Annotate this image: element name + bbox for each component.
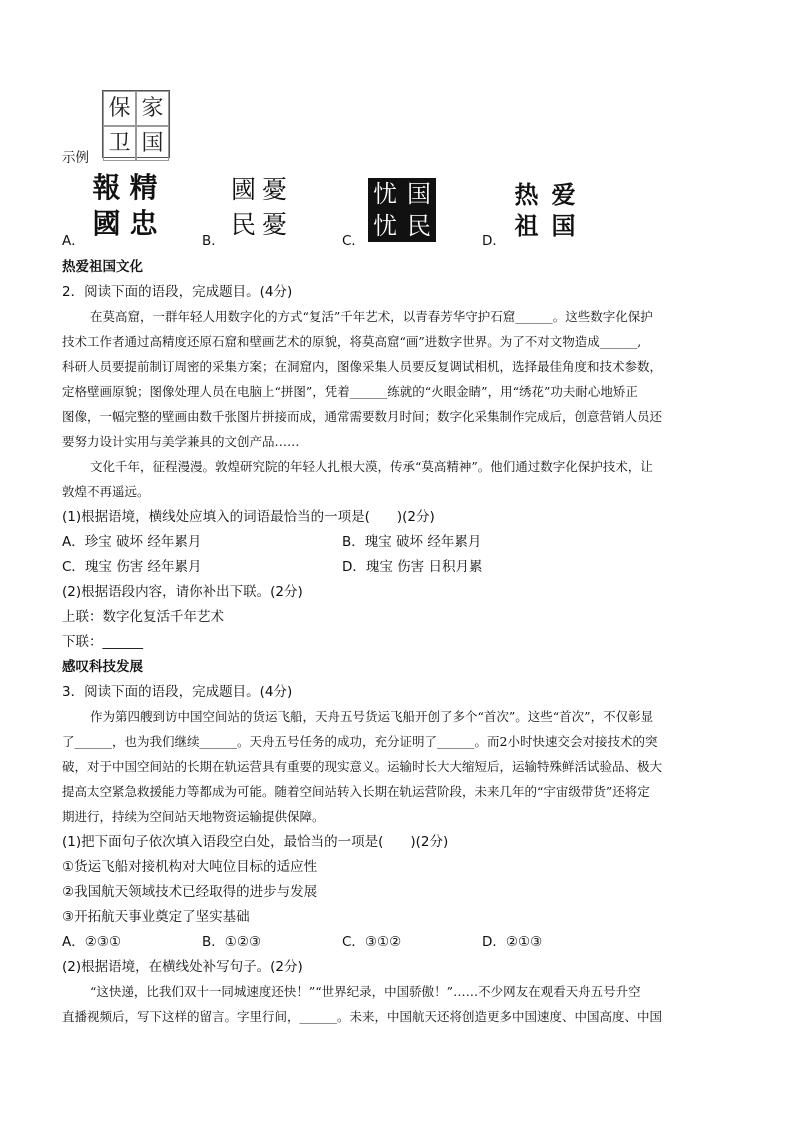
seal-char: 民 (407, 212, 431, 240)
question-title: 3．阅读下面的语段，完成题目。(4分) (62, 684, 293, 700)
sub-question: (1)把下面句子依次填入语段空白处，最恰当的一项是( )(2分) (62, 834, 449, 850)
lower-couplet[interactable]: 下联：______ (62, 634, 143, 650)
seal-image-d (508, 180, 582, 242)
answer-option-a[interactable]: A．珍宝 破坏 经年累月 (62, 534, 202, 550)
seal-char: 热 (514, 181, 539, 209)
seal-char: 国 (136, 126, 169, 161)
answer-option-b[interactable]: B．瑰宝 破坏 经年累月 (342, 534, 482, 550)
seal-image-a (88, 170, 162, 242)
section-heading: 热爱祖国文化 (62, 259, 143, 275)
answer-option-c[interactable]: C．瑰宝 伤害 经年累月 (62, 559, 202, 575)
passage-line: 作为第四艘到访中国空间站的货运飞船，天舟五号货运飞船开创了多个“首次”。这些“首次”，不仅彰显 (90, 709, 654, 724)
passage-line: 科研人员要提前制订周密的采集方案；在洞窟内，图像采集人员要反复调试相机，选择最佳角度和技术参数， (62, 359, 663, 374)
seal-char: 卫 (103, 126, 136, 161)
example-label: 示例 (62, 150, 89, 166)
seal-char: 忧 (373, 212, 397, 240)
question-title: 2．阅读下面的语段，完成题目。(4分) (62, 284, 293, 300)
seal-char: 国 (407, 180, 431, 208)
passage-line: 了______，也为我们继续______。天舟五号任务的成功，充分证明了______。而2小时快速交会对接技术的突 (62, 734, 658, 749)
upper-couplet: 上联：数字化复活千年艺术 (62, 609, 224, 625)
answer-option-a[interactable]: A．②③① (62, 934, 122, 950)
fill-sentence: ①货运飞船对接机构对大吨位目标的适应性 (62, 859, 318, 875)
seal-char: 精 (129, 171, 158, 204)
seal-char: 国 (551, 212, 576, 240)
passage-line: 技术工作者通过高精度还原石窟和壁画艺术的原貌，将莫高窟“画”进数字世界。为了不对文物造成______, (62, 334, 642, 349)
passage-line: 破，对于中国空间站的长期在轨运营具有重要的现实意义。运输时长大大缩短后，运输特殊鲜活试验品、极大 (62, 759, 663, 774)
seal-char: 憂 (261, 175, 287, 204)
passage-line: 图像，一幅完整的壁画由数千张图片拼接而成，通常需要数月时间；数字化采集制作完成后，创意营销人员还 (62, 409, 663, 424)
section-heading: 感叹科技发展 (62, 659, 143, 675)
seal-image-c (368, 178, 436, 242)
fill-sentence: ②我国航天领域技术已经取得的进步与发展 (62, 884, 318, 900)
passage-line: 要努力设计实用与美学兼具的文创产品…… (62, 434, 300, 449)
sub-question: (2)根据语段内容，请你补出下联。(2分) (62, 584, 303, 600)
seal-char: 家 (136, 91, 169, 126)
option-letter-a: A． (62, 233, 85, 249)
seal-char: 民 (230, 210, 256, 239)
seal-char: 報 (92, 171, 121, 204)
seal-char: 忧 (373, 180, 397, 208)
answer-option-c[interactable]: C．③①② (342, 934, 402, 950)
passage-line: 提高太空紧急救援能力等都成为可能。随着空间站转入长期在轨运营阶段，未来几年的“宇宙级带货”还将定 (62, 784, 650, 799)
passage-line: 期进行，持续为空间站天地物资运输提供保障。 (62, 809, 325, 824)
option-letter-d: D． (482, 233, 506, 249)
sub-question: (1)根据语境，横线处应填入的词语最恰当的一项是( )(2分) (62, 509, 435, 525)
seal-char: 爱 (551, 181, 576, 209)
seal-char: 祖 (514, 212, 539, 240)
answer-option-d[interactable]: D．瑰宝 伤害 日积月累 (342, 559, 483, 575)
sub-question: (2)根据语境，在横线处补写句子。(2分) (62, 959, 303, 975)
answer-option-b[interactable]: B．①②③ (202, 934, 262, 950)
answer-option-d[interactable]: D．②①③ (482, 934, 543, 950)
seal-char: 國 (92, 207, 121, 240)
seal-char: 國 (230, 175, 256, 204)
passage-line: 在莫高窟，一群年轻人用数字化的方式“复活”千年艺术，以青春芳华守护石窟______。这些数字化保护 (90, 309, 653, 324)
option-letter-c: C． (342, 233, 365, 249)
passage-line: “这快递，比我们双十一同城速度还快！”“世界纪录，中国骄傲！”……不少网友在观看天舟五号升空 (90, 984, 641, 999)
seal-image-b (228, 172, 290, 242)
passage-line: 定格壁画原貌；图像处理人员在电脑上“拼图”，凭着______练就的“火眼金睛”，用“绣花”功夫耐心地矫正 (62, 384, 638, 399)
seal-char: 忠 (129, 207, 158, 240)
example-seal-image (102, 90, 170, 158)
seal-char: 憂 (261, 210, 287, 239)
seal-char: 保 (103, 91, 136, 126)
passage-line: 敦煌不再遥远。 (62, 484, 150, 499)
fill-sentence: ③开拓航天事业奠定了坚实基础 (62, 909, 250, 925)
passage-line: 文化千年，征程漫漫。敦煌研究院的年轻人扎根大漠，传承“莫高精神”。他们通过数字化保护技术，让 (90, 459, 653, 474)
passage-line: 直播视频后，写下这样的留言。字里行间，______。未来，中国航天还将创造更多中国速度、中国高度、中国 (62, 1009, 663, 1024)
option-letter-b: B． (202, 233, 225, 249)
